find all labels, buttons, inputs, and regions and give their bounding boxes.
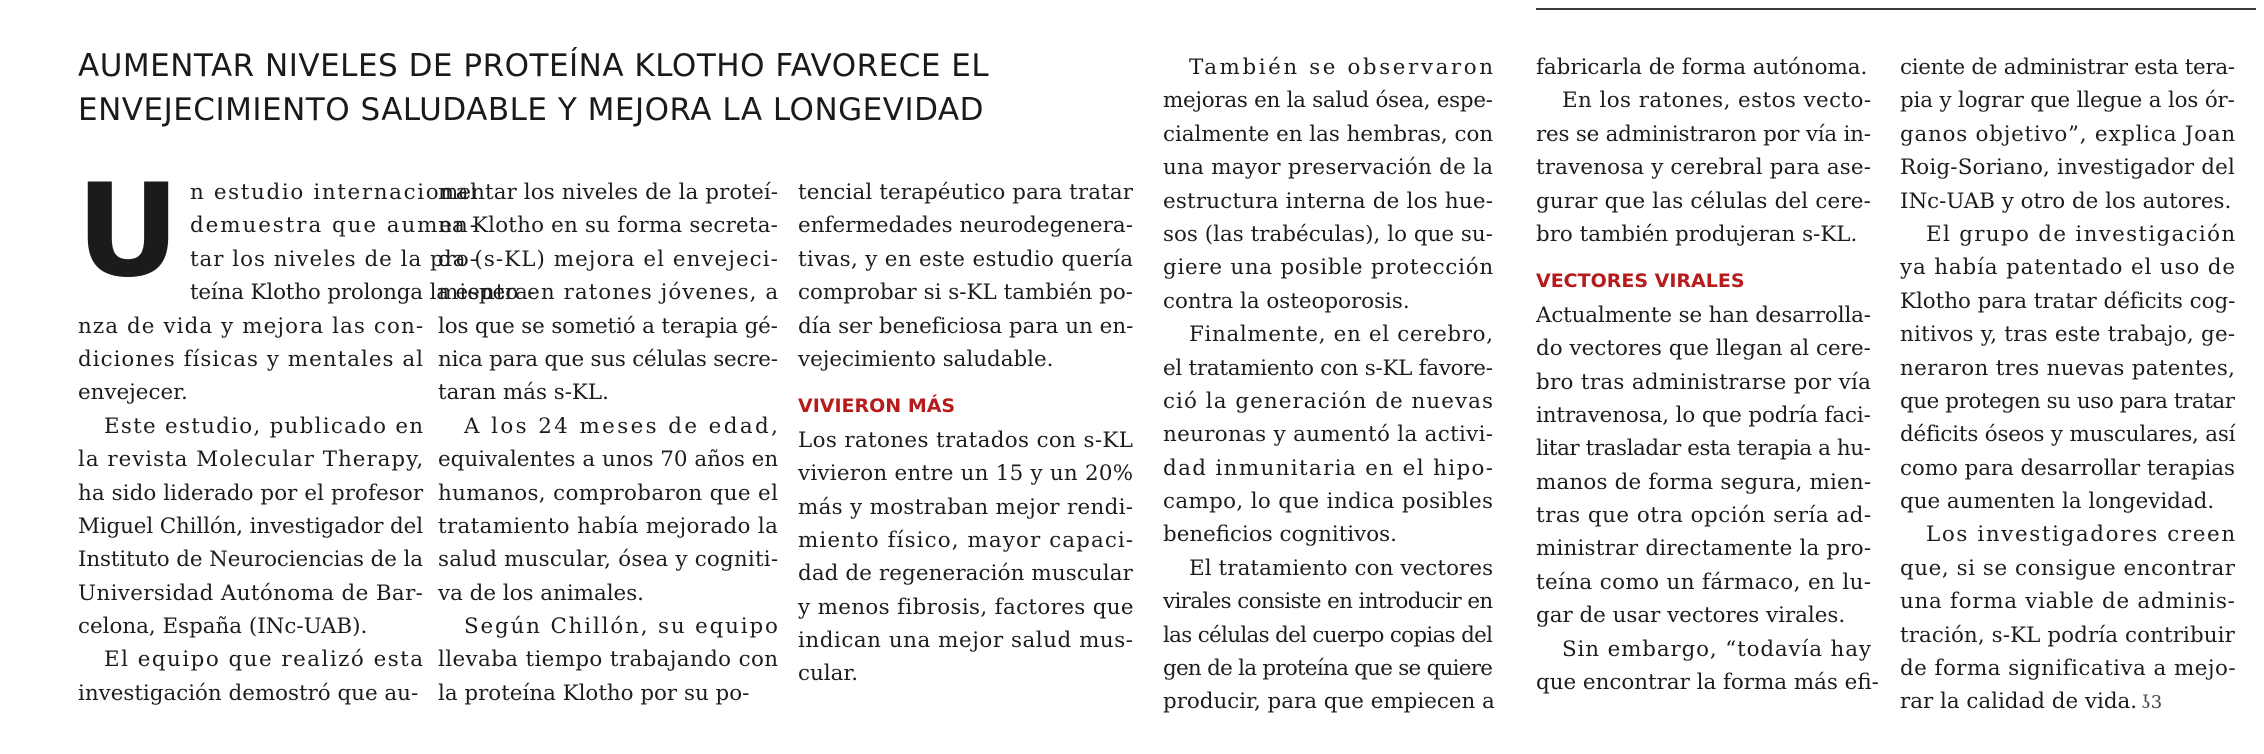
- text-line: comprobar si s-KL también po-: [798, 280, 1133, 306]
- column-5: [1536, 51, 1879, 699]
- text-line: ganos objetivo”, explica Joan: [1900, 121, 2236, 147]
- text-line: cular.: [798, 661, 859, 687]
- text-line: virales consiste en introducir en: [1163, 589, 1493, 615]
- text-line: la revista Molecular Therapy,: [78, 447, 425, 473]
- text-line: miento en ratones jóvenes, a: [438, 280, 780, 306]
- drop-cap: U: [76, 157, 180, 306]
- text-line: campo, lo que indica posibles: [1163, 489, 1494, 515]
- text-line: En los ratones, estos vecto-: [1562, 88, 1872, 114]
- top-rule: [1536, 8, 2256, 10]
- text-line: Klotho para tratar déficits cog-: [1900, 288, 2236, 314]
- text-line: nitivos y, tras este trabajo, ge-: [1900, 322, 2236, 348]
- text-line: vejecimiento saludable.: [798, 346, 1054, 372]
- column-6: [1900, 51, 2235, 719]
- text-line: más y mostraban mejor rendi-: [798, 494, 1134, 520]
- text-line: que, si se consigue encontrar: [1900, 555, 2236, 581]
- text-line: Sin embargo, “todavía hay: [1562, 636, 1872, 662]
- text-line: da (s-KL) mejora el envejeci-: [438, 246, 779, 272]
- text-line: Actualmente se han desarrolla-: [1536, 302, 1871, 328]
- text-line: humanos, comprobaron que el: [438, 480, 779, 506]
- text-line: dad de regeneración muscular: [798, 561, 1133, 587]
- headline-line-2: ENVEJECIMIENTO SALUDABLE Y MEJORA LA LONGEVIDAD: [78, 92, 985, 128]
- text-line: sos (las trabéculas), lo que su-: [1163, 221, 1493, 247]
- text-line: nica para que sus células secre-: [438, 346, 778, 372]
- text-line: día ser beneficiosa para un en-: [798, 313, 1134, 339]
- end-mark-icon: ʖ3: [2141, 692, 2163, 714]
- text-line: cialmente en las hembras, con: [1163, 121, 1494, 147]
- text-line: tras que otra opción sería ad-: [1536, 503, 1872, 529]
- text-line: fabricarla de forma autónoma.: [1536, 55, 1868, 80]
- text-line: litar trasladar esta terapia a hu-: [1536, 436, 1871, 462]
- text-line: gurar que las células del cere-: [1536, 188, 1872, 214]
- text-line: celona, España (INc-UAB).: [78, 614, 368, 640]
- text-line: el tratamiento con s-KL favore-: [1163, 355, 1493, 381]
- text-line: El tratamiento con vectores: [1189, 555, 1494, 581]
- text-line: ha sido liderado por el profesor: [78, 480, 424, 506]
- text-line: Instituto de Neurociencias de la: [78, 547, 423, 573]
- subhead-vivieron-mas: VIVIERON MÁS: [798, 395, 956, 418]
- headline: [78, 44, 1138, 132]
- text-line: dad inmunitaria en el hipo-: [1163, 455, 1495, 481]
- text-line: tivas, y en este estudio quería: [798, 246, 1134, 272]
- text-line: ya había patentado el uso de: [1900, 255, 2236, 281]
- text-line: mentar los niveles de la proteí-: [438, 180, 779, 205]
- text-line: Este estudio, publicado en: [104, 413, 425, 439]
- text-line: equivalentes a unos 70 años en: [438, 447, 779, 473]
- text-line: enfermedades neurodegenera-: [798, 213, 1134, 239]
- text-line: taran más s-KL.: [438, 380, 609, 406]
- text-line: gar de usar vectores virales.: [1536, 603, 1846, 629]
- text-line: ciente de administrar esta tera-: [1900, 55, 2235, 80]
- text-line: tración, s-KL podría contribuir: [1900, 622, 2235, 648]
- text-line: una mayor preservación de la: [1163, 155, 1494, 181]
- text-line: pia y lograr que llegue a los ór-: [1900, 88, 2235, 114]
- text-line: n estudio internacional: [189, 180, 479, 205]
- text-line: Los ratones tratados con s-KL: [798, 427, 1134, 453]
- text-line: rar la calidad de vida. ʖ3: [1900, 689, 2163, 715]
- text-line: INc-UAB y otro de los autores.: [1900, 188, 2232, 214]
- text-line: investigación demostró que au-: [78, 680, 419, 706]
- text-line: A los 24 meses de edad,: [464, 413, 781, 439]
- text-line: Miguel Chillón, investigador del: [78, 513, 423, 539]
- text-line: nza de vida y mejora las con-: [78, 313, 425, 339]
- text-line: la proteína Klotho por su po-: [438, 680, 750, 706]
- text-line: que encontrar la forma más efi-: [1536, 670, 1879, 696]
- text-line: y menos fibrosis, factores que: [798, 594, 1134, 620]
- headline-line-1: AUMENTAR NIVELES DE PROTEÍNA KLOTHO FAVORECE EL: [78, 48, 990, 84]
- text-line: una forma viable de adminis-: [1900, 589, 2236, 615]
- text-line: los que se sometió a terapia gé-: [438, 313, 778, 339]
- text-line: do vectores que llegan al cere-: [1536, 336, 1871, 362]
- text-line: de forma significativa a mejo-: [1900, 656, 2237, 682]
- text-line: También se observaron: [1189, 55, 1496, 80]
- text-line: déficits óseos y musculares, así: [1900, 422, 2236, 448]
- text-line: indican una mejor salud mus-: [798, 628, 1134, 654]
- text-line: Según Chillón, su equipo: [464, 614, 780, 640]
- text-line: envejecer.: [78, 380, 188, 406]
- subhead-vectores-virales: VECTORES VIRALES: [1536, 270, 1745, 293]
- text-line: teína Klotho prolonga la espera-: [189, 280, 535, 306]
- text-line: miento físico, mayor capaci-: [798, 527, 1135, 553]
- text-line: na Klotho en su forma secreta-: [438, 213, 779, 239]
- text-line: que aumenten la longevidad.: [1900, 489, 2215, 515]
- text-line: res se administraron por vía in-: [1536, 121, 1871, 147]
- text-line: va de los animales.: [438, 580, 644, 606]
- text-line: Finalmente, en el cerebro,: [1189, 322, 1494, 348]
- text-line: Universidad Autónoma de Bar-: [78, 580, 424, 606]
- text-line: neuronas y aumentó la activi-: [1163, 422, 1494, 448]
- text-line: ministrar directamente la pro-: [1536, 536, 1872, 562]
- column-2: [438, 176, 781, 710]
- text-line: beneficios cognitivos.: [1163, 522, 1397, 548]
- text-line: salud muscular, ósea y cogniti-: [438, 547, 779, 573]
- text-line: diciones físicas y mentales al: [78, 346, 424, 372]
- text-line: Roig-Soriano, investigador del: [1900, 155, 2236, 181]
- column-3: [798, 176, 1133, 691]
- text-line: bro tras administrarse por vía: [1536, 369, 1872, 395]
- text-line: tratamiento había mejorado la: [438, 513, 779, 539]
- text-line: Los investigadores creen: [1926, 522, 2237, 548]
- text-line: producir, para que empiecen a: [1163, 689, 1495, 715]
- text-line: manos de forma segura, mien-: [1536, 469, 1872, 495]
- text-line: travenosa y cerebral para ase-: [1536, 155, 1872, 181]
- text-line: vivieron entre un 15 y un 20%: [798, 461, 1134, 487]
- text-line: El equipo que realizó esta: [104, 647, 425, 673]
- text-line: mejoras en la salud ósea, espe-: [1163, 88, 1493, 114]
- column-4: [1163, 51, 1496, 719]
- text-line: bro también produjeran s-KL.: [1536, 221, 1858, 247]
- text-line: El grupo de investigación: [1926, 221, 2237, 247]
- text-line: contra la osteoporosis.: [1163, 288, 1410, 314]
- text-line: las células del cuerpo copias del: [1163, 622, 1493, 648]
- text-line: intravenosa, lo que podría faci-: [1536, 402, 1871, 428]
- text-line: llevaba tiempo trabajando con: [438, 647, 779, 673]
- text-line: demuestra que aumen-: [189, 213, 479, 239]
- text-line: giere una posible protección: [1163, 255, 1494, 281]
- text-line: estructura interna de los hue-: [1163, 188, 1494, 214]
- text-line: tencial terapéutico para tratar: [798, 180, 1134, 205]
- text-line: que protegen su uso para tratar: [1900, 388, 2235, 414]
- text-line: ció la generación de nuevas: [1163, 388, 1495, 414]
- text-line: como para desarrollar terapias: [1900, 455, 2235, 481]
- text-line: gen de la proteína que se quiere: [1163, 656, 1493, 682]
- text-line: neraron tres nuevas patentes,: [1900, 355, 2236, 381]
- text-line: tar los niveles de la pro-: [189, 246, 479, 272]
- text-line: teína como un fármaco, en lu-: [1536, 569, 1872, 595]
